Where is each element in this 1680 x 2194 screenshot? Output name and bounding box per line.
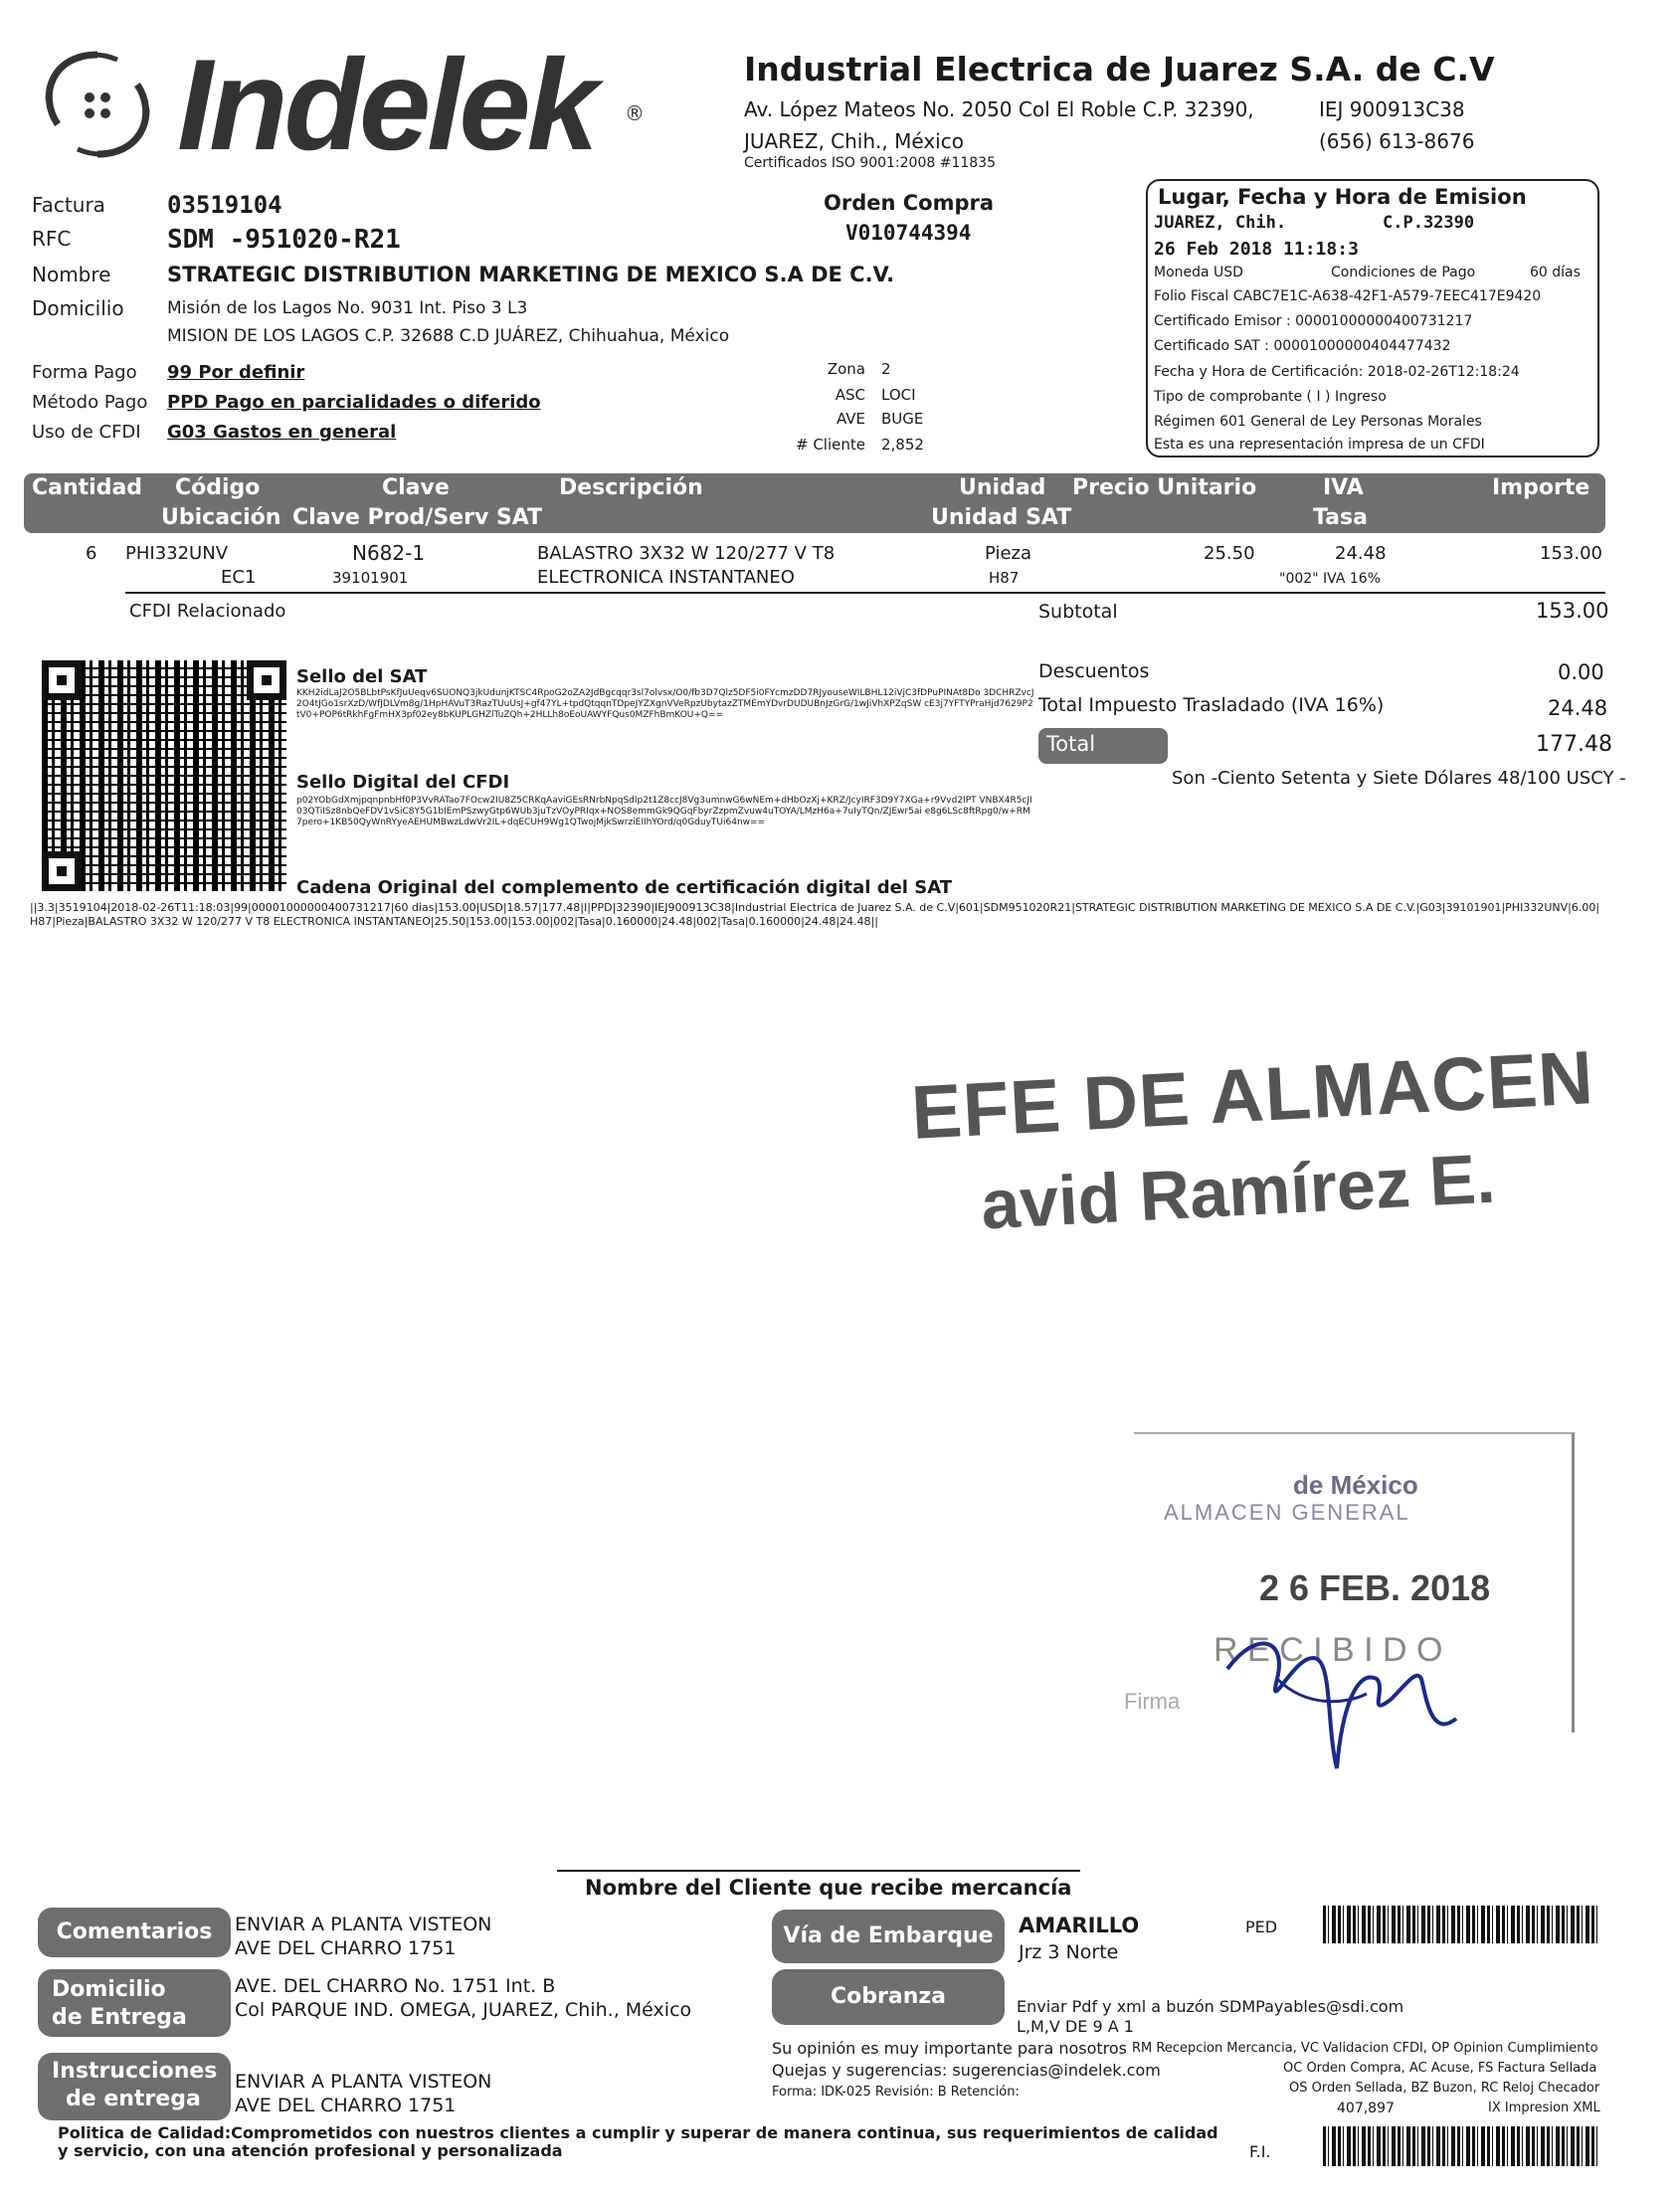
stamp2-almacen: ALMACEN GENERAL <box>1164 1500 1410 1525</box>
zona-label: Zona <box>827 360 865 378</box>
row-iva: 24.48 <box>1335 543 1387 564</box>
domicilio-entrega-label2: de Entrega <box>52 2005 187 2030</box>
company-address1: Av. López Mateos No. 2050 Col El Roble C.P. 32390, <box>744 97 1254 121</box>
emision-folio: Folio Fiscal CABC7E1C-A638-42F1-A579-7EEC417E9420 <box>1154 288 1542 304</box>
forma-pago-label: Forma Pago <box>32 362 137 383</box>
row-precio: 25.50 <box>1204 543 1255 564</box>
emision-lugar: JUAREZ, Chih. <box>1154 213 1287 233</box>
emision-box <box>1146 179 1599 457</box>
emision-dias: 60 días <box>1530 265 1581 280</box>
emision-title: Lugar, Fecha y Hora de Emision <box>1158 185 1527 209</box>
sello-sat-text: KKH2idLaJ2O5BLbtPsKfJuUeqv6SUONQ3jkUdunjKTSC4RpoG2oZA2JdBgcqqr3sl7olvsx/O0/fb3D7Qlz5DF5i0FYcmzDD7RJyouseWILBHL12iVjC3fDPuPINAt8Do 3DCHRZvcJ2O4tJGo1srXzD/WfJDLVm8g/1HpHAVuT3RazTUuUsJ+gf47YL+tpdQtqqnTDpeJYZXgnVVeRpzUbytazZTMEmYDvrDUDUBnJzGrG/1wJiVhXPZqSW cE3j7YFTYPraHjd7629P2tV0+POP6tRkhFgFmHX3pf02ey8bKUPLGHZlTuZQh+2HLLh8oEoUAWYFQus0MZFhBmKOU+Q== <box>296 688 1034 720</box>
comentarios-line1: ENVIAR A PLANTA VISTEON <box>235 1914 492 1935</box>
row-tasa: "002" IVA 16% <box>1279 571 1382 587</box>
client-rfc: SDM -951020-R21 <box>167 225 401 255</box>
domicilio-entrega-line1: AVE. DEL CHARRO No. 1751 Int. B <box>235 1975 556 1997</box>
cobranza-button <box>772 1969 1005 2025</box>
table-row <box>24 541 1605 589</box>
row-importe: 153.00 <box>1540 543 1602 564</box>
subtotal-value: 153.00 <box>1536 599 1609 623</box>
instrucciones-line2: AVE DEL CHARRO 1751 <box>235 2095 457 2116</box>
col-cantidad: Cantidad <box>32 475 143 500</box>
codes-line2: OC Orden Compra, AC Acuse, FS Factura Sellada <box>1283 2061 1597 2076</box>
metodo-pago-value: PPD Pago en parcialidades o diferido <box>167 392 541 413</box>
nombre-label: Nombre <box>32 263 111 286</box>
col-unidad: Unidad <box>959 475 1046 500</box>
total-value: 177.48 <box>1536 732 1612 757</box>
codes-line1: RM Recepcion Mercancia, VC Validacion CFDI, OP Opinion Cumplimiento <box>1132 2041 1598 2056</box>
col-ubicacion: Ubicación <box>161 505 281 530</box>
qr-code <box>42 660 286 891</box>
cobranza-line2: L,M,V DE 9 A 1 <box>1017 2017 1134 2036</box>
registered-mark: ® <box>625 101 645 125</box>
col-precio: Precio Unitario <box>1072 475 1257 500</box>
stamp2-mexico: de México <box>1293 1470 1418 1500</box>
domicilio-entrega-label1: Domicilio <box>52 1977 166 2002</box>
forma-pago-value: 99 Por definir <box>167 362 305 383</box>
company-phone: (656) 613-8676 <box>1319 129 1475 153</box>
cobranza-line1: Enviar Pdf y xml a buzón SDMPayables@sdi.com <box>1017 1997 1404 2016</box>
col-tasa: Tasa <box>1313 505 1368 530</box>
signature <box>1217 1609 1476 1788</box>
asc-value: LOCI <box>881 386 916 404</box>
client-address1: Misión de los Lagos No. 9031 Int. Piso 3 L3 <box>167 298 528 318</box>
fi-barcode <box>1323 2126 1597 2166</box>
client-address2: MISION DE LOS LAGOS C.P. 32688 C.D JUÁREZ, Chihuahua, México <box>167 326 730 346</box>
instrucciones-button <box>38 2053 231 2120</box>
col-clave: Clave <box>382 475 450 500</box>
row-desc1: BALASTRO 3X32 W 120/277 V T8 <box>537 543 836 564</box>
sello-cfdi-label: Sello Digital del CFDI <box>296 772 510 793</box>
company-name: Industrial Electrica de Juarez S.A. de C.V <box>744 50 1495 89</box>
company-logo <box>28 30 664 179</box>
row-clave: N682-1 <box>352 541 426 565</box>
impuesto-value: 24.48 <box>1548 696 1608 720</box>
via-embarque-line1: AMARILLO <box>1019 1914 1140 1937</box>
row-ubicacion: EC1 <box>221 567 257 588</box>
emision-fecha: 26 Feb 2018 11:18:3 <box>1154 239 1359 260</box>
instrucciones-line1: ENVIAR A PLANTA VISTEON <box>235 2071 492 2093</box>
row-codigo: PHI332UNV <box>125 543 229 564</box>
ref-number: 407,897 <box>1337 2101 1395 2116</box>
emision-regimen: Régimen 601 General de Ley Personas Morales <box>1154 414 1482 430</box>
company-address2: JUAREZ, Chih., México <box>744 129 964 153</box>
instrucciones-label1: Instrucciones <box>52 2059 218 2084</box>
emision-cert-sat: Certificado SAT : 00001000000404477432 <box>1154 338 1451 354</box>
logo-swirl-icon <box>28 40 167 169</box>
comentarios-label: Comentarios <box>56 1920 213 1944</box>
client-name: STRATEGIC DISTRIBUTION MARKETING DE MEXICO S.A DE C.V. <box>167 263 895 286</box>
zona-value: 2 <box>881 360 891 378</box>
row-cantidad: 6 <box>86 543 97 564</box>
subtotal-label: Subtotal <box>1038 601 1118 623</box>
col-descripcion: Descripción <box>559 475 703 500</box>
domicilio-label: Domicilio <box>32 296 124 320</box>
cliente-num-value: 2,852 <box>881 436 924 454</box>
row-desc2: ELECTRONICA INSTANTANEO <box>537 567 795 588</box>
ped-label: PED <box>1245 1918 1278 1936</box>
col-clave-sat: Clave Prod/Serv SAT <box>292 505 543 530</box>
stamp-david-ramirez: avid Ramírez E. <box>979 1139 1498 1244</box>
impuesto-label: Total Impuesto Trasladado (IVA 16%) <box>1038 694 1385 716</box>
cadena-label: Cadena Original del complemento de certificación digital del SAT <box>296 877 953 898</box>
amount-in-words: Son -Ciento Setenta y Siete Dólares 48/100 USCY - <box>1172 768 1626 789</box>
factura-label: Factura <box>32 193 105 217</box>
sello-sat-label: Sello del SAT <box>296 666 428 687</box>
orden-compra-value: V010744394 <box>845 221 972 245</box>
received-stamp <box>1124 1432 1575 1733</box>
asc-label: ASC <box>835 386 865 404</box>
factura-number: 03519104 <box>167 191 282 219</box>
col-iva: IVA <box>1323 475 1364 500</box>
codes-line3: OS Orden Sellada, BZ Buzon, RC Reloj Checador <box>1289 2081 1600 2096</box>
politica-calidad: Politica de Calidad:Comprometidos con nuestros clientes a cumplir y superar de manera continua, sus requerimientos de calidad y servicio, con una atención profesional y personalizada <box>58 2123 1218 2160</box>
ped-barcode <box>1323 1906 1597 1943</box>
receipt-label: Nombre del Cliente que recibe mercancía <box>585 1876 1072 1900</box>
items-table-header <box>24 473 1605 533</box>
rfc-label: RFC <box>32 227 72 251</box>
domicilio-entrega-button <box>38 1969 231 2037</box>
row-clave-sat: 39101901 <box>332 569 409 587</box>
orden-compra-label: Orden Compra <box>824 191 995 215</box>
uso-cfdi-label: Uso de CFDI <box>32 422 141 443</box>
emision-cp: C.P.32390 <box>1383 213 1475 233</box>
emision-cert-emisor: Certificado Emisor : 00001000000400731217 <box>1154 313 1473 329</box>
sello-cfdi-text: p02YObGdXmjpqnpnbHf0P3VvRATao7FOcw2IU8Z5CRKqAaviGEsRNrbNpqSdIp2t1Z8ccJ8Vg3umnwG6wNEm+dHbOzXj+KRZ/JcyIRF3D9Y7XGa+r9Vvd2IPT VNBX4R5cJI03QTiISz8nbQeFDV1vSiC8Y5G1bIEmPSzwyGtp6WUb3juTzVOyPRIqx+NOS8emmGk9QGqFbyrZzpmZvuw4uTOYA/LMzH6a+7uIyTQn/ZJEwr5ai e8g6LSc8ftRpg0/w+RM7pero+1KB50QyWnRYyeAEHUMBwzLdwVr2IL+dqECUH9Wg1QTwojMjkSwrziEIIhYOrd/q0GduyTUi64nw== <box>296 796 1032 827</box>
domicilio-entrega-line2: Col PARQUE IND. OMEGA, JUAREZ, Chih., México <box>235 1999 692 2021</box>
comentarios-button <box>38 1908 231 1957</box>
cfdi-relacionado: CFDI Relacionado <box>129 601 286 622</box>
col-unidad-sat: Unidad SAT <box>931 505 1072 530</box>
emision-tipo: Tipo de comprobante ( I ) Ingreso <box>1154 389 1387 405</box>
quejas-text: Quejas y sugerencias: sugerencias@indelek.com <box>772 2061 1161 2080</box>
metodo-pago-label: Método Pago <box>32 392 148 413</box>
col-importe: Importe <box>1492 475 1590 500</box>
emision-nota: Esta es una representación impresa de un CFDI <box>1154 437 1485 453</box>
codes-line4: IX Impresion XML <box>1488 2101 1600 2115</box>
company-cert: Certificados ISO 9001:2008 #11835 <box>744 155 996 171</box>
company-rfc: IEJ 900913C38 <box>1319 97 1465 121</box>
row-divider <box>125 592 1605 594</box>
uso-cfdi-value: G03 Gastos en general <box>167 422 397 443</box>
receipt-signature-line <box>557 1870 1080 1872</box>
fi-label: F.I. <box>1249 2142 1271 2161</box>
emision-condiciones: Condiciones de Pago <box>1331 265 1476 280</box>
comentarios-line2: AVE DEL CHARRO 1751 <box>235 1937 457 1959</box>
emision-fecha-cert: Fecha y Hora de Certificación: 2018-02-26T12:18:24 <box>1154 364 1520 380</box>
total-label: Total <box>1046 732 1096 756</box>
ave-value: BUGE <box>881 410 924 428</box>
row-unidad: Pieza <box>985 543 1032 564</box>
cobranza-label: Cobranza <box>830 1984 946 2009</box>
emision-moneda: Moneda USD <box>1154 265 1243 280</box>
descuentos-value: 0.00 <box>1558 660 1604 684</box>
descuentos-label: Descuentos <box>1038 660 1150 682</box>
via-embarque-button <box>772 1910 1005 1963</box>
stamp2-recibido: R E C I B I D O <box>1213 1631 1443 1669</box>
via-embarque-label: Vía de Embarque <box>783 1923 994 1948</box>
stamp2-date: 2 6 FEB. 2018 <box>1259 1567 1491 1608</box>
forma-text: Forma: IDK-025 Revisión: B Retención: <box>772 2085 1020 2100</box>
logo-wordmark: Indelek <box>177 32 595 177</box>
via-embarque-line2: Jrz 3 Norte <box>1019 1941 1119 1963</box>
stamp2-firma: Firma <box>1124 1689 1181 1714</box>
opinion-text: Su opinión es muy importante para nosotros <box>772 2039 1128 2058</box>
stamp-jefe-almacen: EFE DE ALMACEN <box>909 1035 1596 1156</box>
row-unidad-sat: H87 <box>989 569 1020 587</box>
instrucciones-label2: de entrega <box>66 2087 201 2111</box>
col-codigo: Código <box>175 475 261 500</box>
cliente-num-label: # Cliente <box>796 436 865 454</box>
ave-label: AVE <box>836 410 865 428</box>
cadena-text: ||3.3|3519104|2018-02-26T11:18:03|99|00001000000400731217|60 dias|153.00|USD|18.57|177.48|I|PPD|32390|IEJ900913C38|Industrial Electrica de Juarez S.A. de C.V|601|SDM951020R21|STRATEGIC DISTRIBUTION MARKETING DE MEXICO S.A DE C.V.|G03|39101901|PHI332UNV|6.00|H87|Pieza|BALASTRO 3X32 W 120/277 V T8 ELECTRONICA INSTANTANEO|25.50|153.00|153.00|002|Tasa|0.160000|24.48|002|Tasa|0.160000|24.48|24.48|| <box>30 901 1600 928</box>
